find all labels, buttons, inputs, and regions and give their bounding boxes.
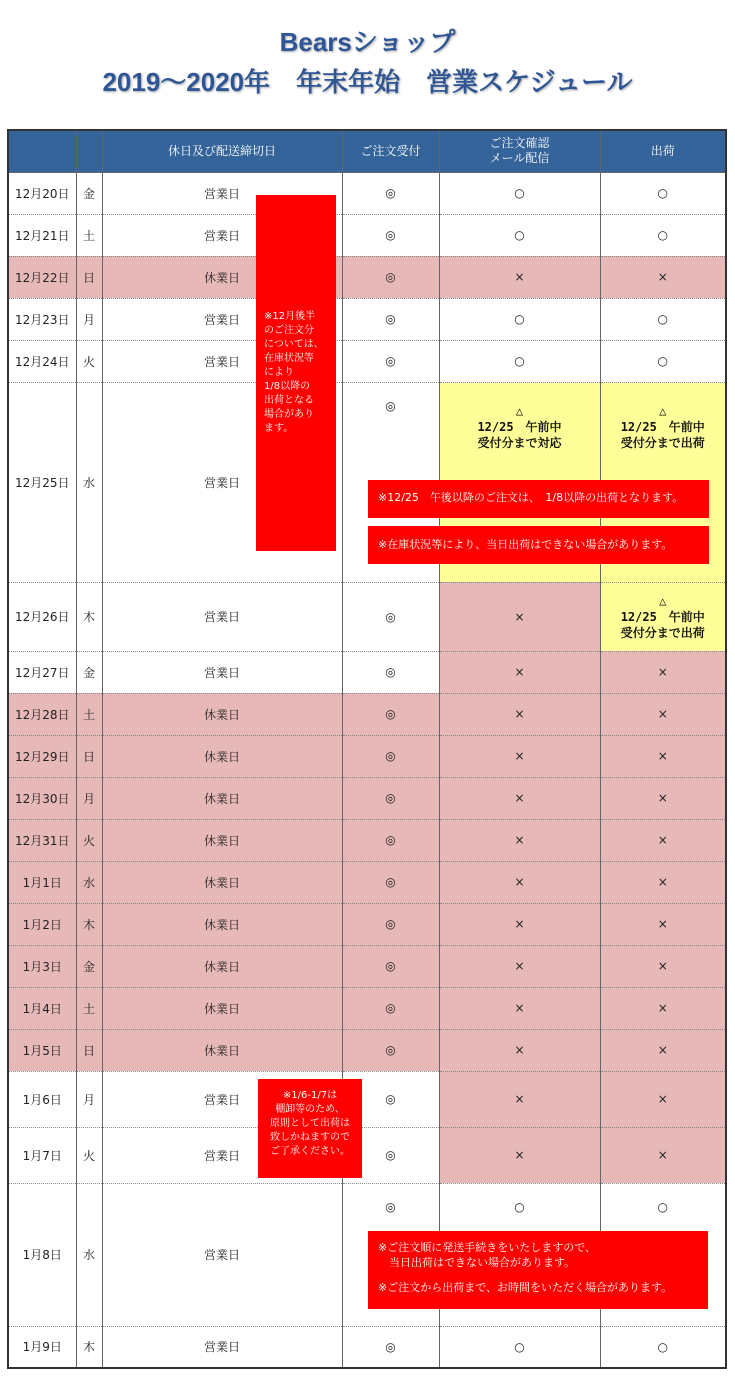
ship-mark: × <box>600 651 726 693</box>
header-weekday <box>76 130 102 172</box>
row-weekday: 月 <box>76 1071 102 1127</box>
order-mark: ◎ <box>342 819 439 861</box>
row-status: 休業日 <box>102 1029 342 1071</box>
row-date: 12月24日 <box>8 340 76 382</box>
table-row <box>8 1326 726 1368</box>
order-mark: ◎ <box>342 693 439 735</box>
page-title: Bearsショップ <box>279 27 456 57</box>
ship-mark: × <box>600 903 726 945</box>
row-status: 休業日 <box>102 903 342 945</box>
table-row <box>8 735 726 777</box>
note-line: 致しかねますので <box>270 1132 350 1143</box>
triangle-icon: △ <box>515 403 524 418</box>
order-mark: ◎ <box>342 777 439 819</box>
row-weekday: 火 <box>76 340 102 382</box>
row-date: 1月9日 <box>8 1326 76 1368</box>
row-status: 営業日 <box>102 298 342 340</box>
confirm-mark: × <box>439 777 600 819</box>
ship-note <box>601 403 726 451</box>
table-row <box>8 693 726 735</box>
row-status: 休業日 <box>102 819 342 861</box>
row-date: 12月21日 <box>8 214 76 256</box>
ship-mark: × <box>600 819 726 861</box>
ship-mark: × <box>600 1127 726 1183</box>
table-row <box>8 1071 726 1127</box>
ship-mark: × <box>600 777 726 819</box>
table-row <box>8 1029 726 1071</box>
row-status: 営業日 <box>102 1326 342 1368</box>
ship-mark: ○ <box>600 298 726 340</box>
row-date: 12月28日 <box>8 693 76 735</box>
row-status: 営業日 <box>102 1071 342 1127</box>
row-weekday: 日 <box>76 256 102 298</box>
order-mark: ◎ <box>342 256 439 298</box>
row-date: 1月1日 <box>8 861 76 903</box>
order-mark: ◎ <box>342 945 439 987</box>
table-row <box>8 214 726 256</box>
triangle-icon: △ <box>659 403 667 418</box>
note-line: 場合があり <box>264 409 314 420</box>
row-status: 営業日 <box>102 214 342 256</box>
row-date: 12月26日 <box>8 582 76 651</box>
row-weekday: 水 <box>76 382 102 582</box>
ship-note-line1: 12/25 午前中 <box>620 419 705 434</box>
header-confirm-line1: ご注文確認 <box>489 136 550 151</box>
table-row <box>8 172 726 214</box>
order-mark: ◎ <box>342 861 439 903</box>
order-mark: ◎ <box>342 1326 439 1368</box>
table-row <box>8 298 726 340</box>
row-weekday: 水 <box>76 1183 102 1326</box>
header-confirm-line2: メール配信 <box>489 151 550 166</box>
confirm-mark: × <box>439 987 600 1029</box>
row-status: 休業日 <box>102 735 342 777</box>
jan8-note <box>368 1231 708 1309</box>
order-mark: ◎ <box>342 298 439 340</box>
row-status: 営業日 <box>102 1183 342 1326</box>
confirm-mark: × <box>439 903 600 945</box>
row-weekday: 日 <box>76 735 102 777</box>
table-row <box>8 861 726 903</box>
confirm-mark: ○ <box>439 298 600 340</box>
table-row <box>8 651 726 693</box>
table-row <box>8 903 726 945</box>
confirm-mark: × <box>439 651 600 693</box>
note-line: ※ご注文から出荷まで、お時間をいただく場合があります。 <box>378 1281 673 1294</box>
order-mark: ◎ <box>342 214 439 256</box>
row-weekday: 金 <box>76 172 102 214</box>
order-mark: ◎ <box>342 1127 439 1183</box>
row-status: 休業日 <box>102 256 342 298</box>
ship-mark: ○ <box>600 172 726 214</box>
note-line: ※ご注文順に発送手続きをいたしますので、 <box>378 1241 596 1254</box>
note-line: 当日出荷はできない場合があります。 <box>378 1256 576 1269</box>
row-status: 休業日 <box>102 777 342 819</box>
note-line: 1/8以降の <box>264 381 311 392</box>
order-mark: ◎ <box>342 735 439 777</box>
ship-note-line2: 受付分まで出荷 <box>620 435 705 450</box>
row-date: 12月25日 <box>8 382 76 582</box>
row-status: 休業日 <box>102 861 342 903</box>
row-weekday: 土 <box>76 987 102 1029</box>
row-date: 1月2日 <box>8 903 76 945</box>
confirm-mark: ○ <box>439 1326 600 1368</box>
order-mark: ◎ <box>342 1071 439 1127</box>
row-weekday: 金 <box>76 945 102 987</box>
row-weekday: 日 <box>76 1029 102 1071</box>
table-row <box>8 777 726 819</box>
confirm-mark: ○ <box>439 214 600 256</box>
ship-mark: × <box>600 1071 726 1127</box>
ship-mark: × <box>600 987 726 1029</box>
note-line: 出荷となる <box>264 395 314 406</box>
row-status: 営業日 <box>102 582 342 651</box>
row-status: 休業日 <box>102 987 342 1029</box>
confirm-mark: ○ <box>439 1183 600 1326</box>
ship-mark: × <box>600 735 726 777</box>
inventory-note <box>258 1079 362 1178</box>
page-subtitle: 2019～2020年 年末年始 営業スケジュール <box>102 67 633 97</box>
confirm-mark: × <box>439 582 600 651</box>
order-mark: ◎ <box>342 903 439 945</box>
row-weekday: 金 <box>76 651 102 693</box>
order-mark: ◎ <box>342 172 439 214</box>
row-weekday: 土 <box>76 214 102 256</box>
row-weekday: 水 <box>76 861 102 903</box>
row-date: 1月6日 <box>8 1071 76 1127</box>
order-mark: ◎ <box>342 1183 439 1326</box>
row-weekday: 木 <box>76 1326 102 1368</box>
row-date: 1月3日 <box>8 945 76 987</box>
ship-mark: ○ <box>600 340 726 382</box>
confirm-note-line1: 12/25 午前中 <box>477 419 562 434</box>
note-line: ご了承ください。 <box>270 1146 350 1157</box>
row-date: 12月27日 <box>8 651 76 693</box>
row-status: 営業日 <box>102 1127 342 1183</box>
ship-note-line1: 12/25 午前中 <box>620 609 705 624</box>
note-line: ます。 <box>264 423 294 434</box>
row-date: 1月7日 <box>8 1127 76 1183</box>
ship-note-line2: 受付分まで出荷 <box>620 625 705 640</box>
confirm-mark: × <box>439 861 600 903</box>
triangle-icon: △ <box>659 593 667 608</box>
row-date: 1月4日 <box>8 987 76 1029</box>
note-line: 原則として出荷は <box>270 1118 350 1129</box>
confirm-mark: × <box>439 819 600 861</box>
row-date: 1月5日 <box>8 1029 76 1071</box>
ship-mark: × <box>600 861 726 903</box>
dec25-afternoon-note: ※12/25 午後以降のご注文は、 1/8以降の出荷となります。 <box>368 480 709 518</box>
note-line: 在庫状況等 <box>264 353 314 364</box>
header-row <box>8 130 726 172</box>
note-line: については、 <box>264 339 324 350</box>
confirm-mark: × <box>439 256 600 298</box>
schedule-table <box>7 129 727 1369</box>
row-date: 12月23日 <box>8 298 76 340</box>
row-date: 12月20日 <box>8 172 76 214</box>
header-order: ご注文受付 <box>342 130 439 172</box>
table-row <box>8 1127 726 1183</box>
row-weekday: 月 <box>76 777 102 819</box>
row-status: 休業日 <box>102 693 342 735</box>
ship-mark: × <box>600 693 726 735</box>
row-weekday: 月 <box>76 298 102 340</box>
table-row <box>8 340 726 382</box>
note-line: ※1/6-1/7は <box>282 1090 338 1101</box>
confirm-note <box>440 403 600 451</box>
confirm-note-line2: 受付分まで対応 <box>477 435 562 450</box>
confirm-mark: × <box>439 1071 600 1127</box>
note-line: により <box>264 367 294 378</box>
ship-mark: × <box>600 945 726 987</box>
ship-mark: × <box>600 1029 726 1071</box>
row-status: 営業日 <box>102 340 342 382</box>
order-mark: ◎ <box>342 382 439 582</box>
row-status: 営業日 <box>102 651 342 693</box>
row-date: 1月8日 <box>8 1183 76 1326</box>
row-date: 12月31日 <box>8 819 76 861</box>
header-status: 休日及び配送締切日 <box>102 130 342 172</box>
row-date: 12月22日 <box>8 256 76 298</box>
order-mark: ◎ <box>342 651 439 693</box>
ship-mark: ○ <box>600 1326 726 1368</box>
note-line: ※12月後半 <box>264 311 316 322</box>
ship-cell <box>600 582 726 651</box>
dec25-stock-note: ※在庫状況等により、当日出荷はできない場合があります。 <box>368 526 709 564</box>
confirm-mark: × <box>439 693 600 735</box>
confirm-mark: × <box>439 735 600 777</box>
row-weekday: 土 <box>76 693 102 735</box>
table-row <box>8 945 726 987</box>
note-line: 棚卸等のため、 <box>275 1104 345 1115</box>
row-weekday: 木 <box>76 582 102 651</box>
row-weekday: 火 <box>76 819 102 861</box>
row-status: 営業日 <box>102 382 342 582</box>
row-status: 営業日 <box>102 172 342 214</box>
header-date <box>8 130 76 172</box>
late-december-note <box>256 195 336 551</box>
confirm-mark: × <box>439 1029 600 1071</box>
table-row <box>8 819 726 861</box>
header-ship: 出荷 <box>600 130 726 172</box>
ship-mark: × <box>600 256 726 298</box>
row-weekday: 木 <box>76 903 102 945</box>
table-row <box>8 256 726 298</box>
ship-mark: ○ <box>600 214 726 256</box>
confirm-mark: ○ <box>439 340 600 382</box>
ship-mark: ○ <box>600 1183 726 1326</box>
order-mark: ◎ <box>342 582 439 651</box>
confirm-mark: ○ <box>439 172 600 214</box>
ship-note <box>601 593 726 641</box>
order-mark: ◎ <box>342 1029 439 1071</box>
table-row <box>8 582 726 651</box>
order-mark: ◎ <box>342 340 439 382</box>
confirm-mark: × <box>439 1127 600 1183</box>
note-line: のご注文分 <box>264 325 314 336</box>
row-status: 休業日 <box>102 945 342 987</box>
confirm-mark: × <box>439 945 600 987</box>
table-row <box>8 987 726 1029</box>
row-date: 12月29日 <box>8 735 76 777</box>
row-weekday: 火 <box>76 1127 102 1183</box>
header-confirm <box>439 130 600 172</box>
row-date: 12月30日 <box>8 777 76 819</box>
order-mark: ◎ <box>342 987 439 1029</box>
